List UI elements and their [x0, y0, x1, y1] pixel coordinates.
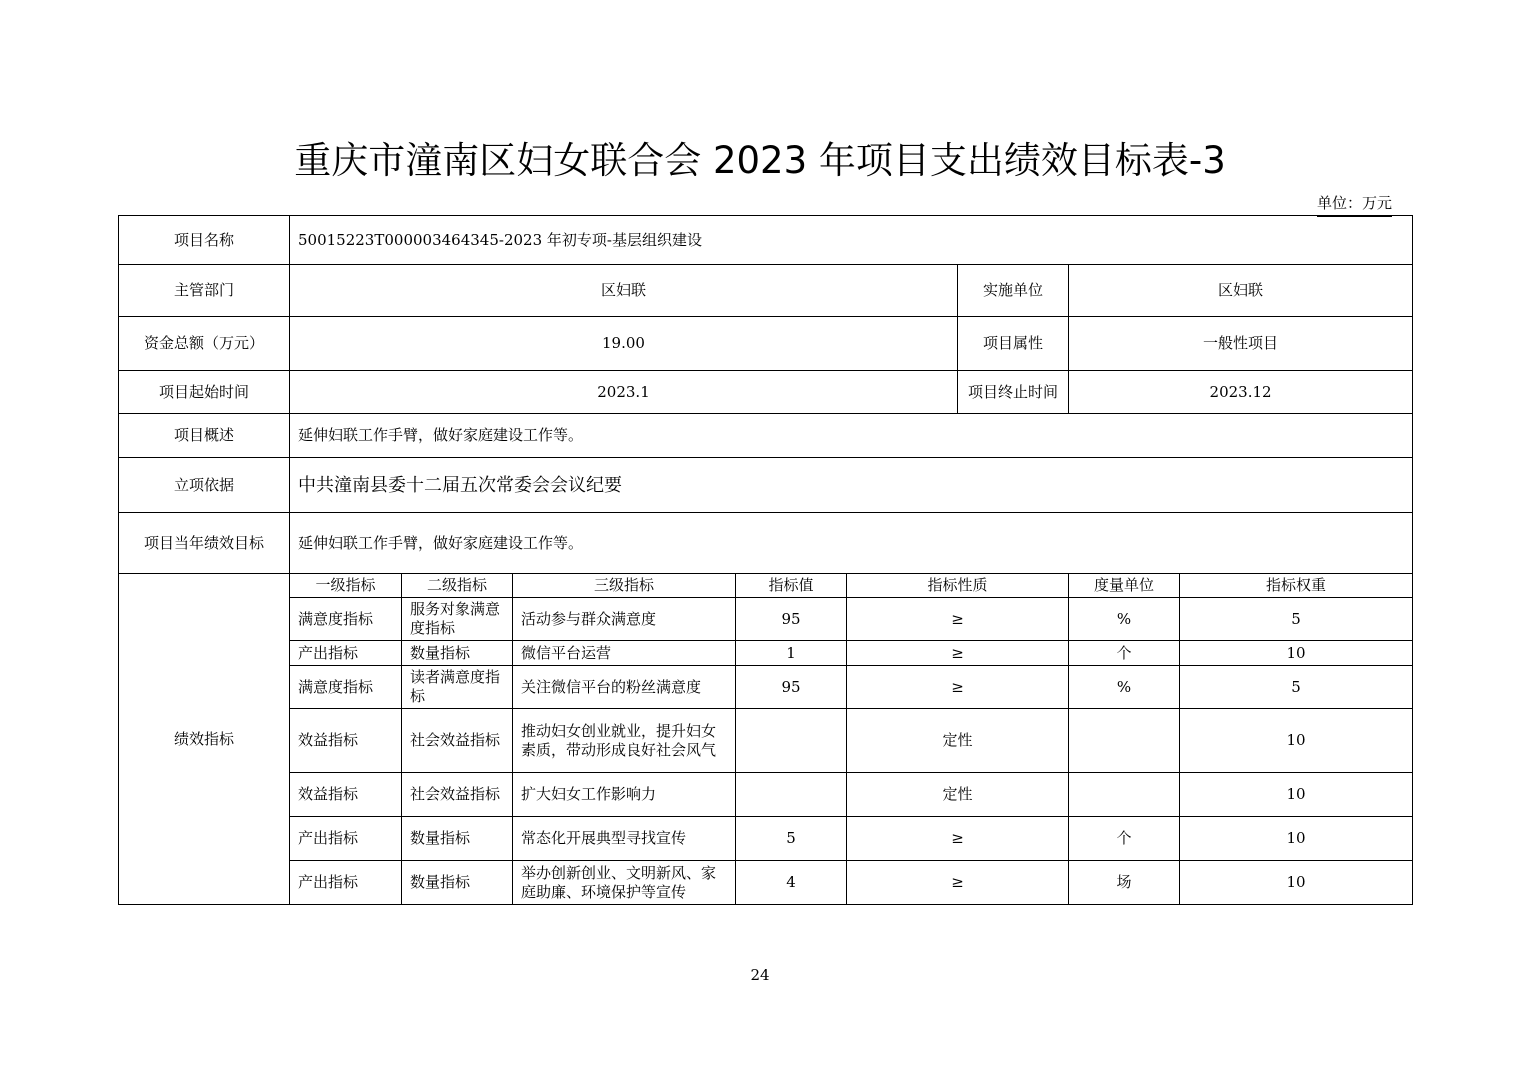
- cell-unit: [1069, 709, 1180, 773]
- cell-level1: 满意度指标: [290, 598, 402, 641]
- table-row: [119, 709, 1413, 773]
- unit-label: 单位：万元: [1317, 192, 1392, 217]
- cell-value: [736, 773, 847, 817]
- cell-level1: 满意度指标: [290, 666, 402, 709]
- cell-unit: 个: [1069, 817, 1180, 861]
- cell-level3: 常态化开展典型寻找宣传: [513, 817, 736, 861]
- cell-level1: 效益指标: [290, 709, 402, 773]
- cell-weight: 10: [1180, 709, 1413, 773]
- cell-unit: 场: [1069, 861, 1180, 905]
- label-project-name: 项目名称: [119, 216, 290, 265]
- page-title: 重庆市潼南区妇女联合会 2023 年项目支出绩效目标表-3: [294, 139, 1226, 182]
- cell-level1: 产出指标: [290, 641, 402, 666]
- header-level1: 一级指标: [290, 574, 402, 598]
- label-annual-goal: 项目当年绩效目标: [119, 513, 290, 574]
- cell-level1: 产出指标: [290, 861, 402, 905]
- value-total-funds: 19.00: [290, 317, 958, 371]
- cell-level2: 数量指标: [402, 861, 513, 905]
- cell-level2: 数量指标: [402, 641, 513, 666]
- label-indicators: 绩效指标: [119, 574, 290, 905]
- label-dept: 主管部门: [119, 265, 290, 317]
- value-annual-goal: 延伸妇联工作手臂，做好家庭建设工作等。: [290, 513, 1413, 574]
- label-total-funds: 资金总额（万元）: [119, 317, 290, 371]
- cell-level2: 社会效益指标: [402, 773, 513, 817]
- header-value: 指标值: [736, 574, 847, 598]
- value-dept: 区妇联: [290, 265, 958, 317]
- row-dept: [119, 265, 1413, 317]
- cell-value: 1: [736, 641, 847, 666]
- cell-level3: 关注微信平台的粉丝满意度: [513, 666, 736, 709]
- row-funds: [119, 317, 1413, 371]
- indicator-header-row: [119, 574, 1413, 598]
- cell-unit: %: [1069, 598, 1180, 641]
- cell-level3: 活动参与群众满意度: [513, 598, 736, 641]
- value-end-time: 2023.12: [1069, 371, 1413, 414]
- cell-value: [736, 709, 847, 773]
- value-project-attr: 一般性项目: [1069, 317, 1413, 371]
- cell-weight: 10: [1180, 861, 1413, 905]
- cell-level3: 微信平台运营: [513, 641, 736, 666]
- cell-weight: 5: [1180, 598, 1413, 641]
- table-row: [119, 641, 1413, 666]
- table-row: [119, 666, 1413, 709]
- cell-unit: 个: [1069, 641, 1180, 666]
- cell-value: 4: [736, 861, 847, 905]
- cell-nature: ≥: [847, 861, 1069, 905]
- cell-level1: 效益指标: [290, 773, 402, 817]
- header-nature: 指标性质: [847, 574, 1069, 598]
- cell-nature: ≥: [847, 598, 1069, 641]
- cell-level3: 举办创新创业、文明新风、家庭助廉、环境保护等宣传: [513, 861, 736, 905]
- value-overview: 延伸妇联工作手臂，做好家庭建设工作等。: [290, 414, 1413, 458]
- cell-level1: 产出指标: [290, 817, 402, 861]
- cell-weight: 10: [1180, 817, 1413, 861]
- cell-level3: 推动妇女创业就业，提升妇女素质，带动形成良好社会风气: [513, 709, 736, 773]
- row-annual-goal: [119, 513, 1413, 574]
- cell-level2: 服务对象满意度指标: [402, 598, 513, 641]
- value-project-name: 50015223T000003464345-2023 年初专项-基层组织建设: [290, 216, 1413, 265]
- table-row: [119, 861, 1413, 905]
- label-impl-unit: 实施单位: [958, 265, 1069, 317]
- row-project-name: [119, 216, 1413, 265]
- table-row: [119, 598, 1413, 641]
- header-level2: 二级指标: [402, 574, 513, 598]
- header-weight: 指标权重: [1180, 574, 1413, 598]
- cell-value: 95: [736, 598, 847, 641]
- table-row: [119, 817, 1413, 861]
- row-time: [119, 371, 1413, 414]
- label-project-attr: 项目属性: [958, 317, 1069, 371]
- cell-nature: 定性: [847, 773, 1069, 817]
- value-start-time: 2023.1: [290, 371, 958, 414]
- cell-level3: 扩大妇女工作影响力: [513, 773, 736, 817]
- label-overview: 项目概述: [119, 414, 290, 458]
- cell-nature: ≥: [847, 666, 1069, 709]
- value-impl-unit: 区妇联: [1069, 265, 1413, 317]
- cell-weight: 10: [1180, 773, 1413, 817]
- label-start-time: 项目起始时间: [119, 371, 290, 414]
- label-end-time: 项目终止时间: [958, 371, 1069, 414]
- cell-nature: ≥: [847, 817, 1069, 861]
- cell-value: 95: [736, 666, 847, 709]
- cell-level2: 社会效益指标: [402, 709, 513, 773]
- header-unit: 度量单位: [1069, 574, 1180, 598]
- cell-unit: [1069, 773, 1180, 817]
- cell-nature: 定性: [847, 709, 1069, 773]
- cell-weight: 5: [1180, 666, 1413, 709]
- header-level3: 三级指标: [513, 574, 736, 598]
- page-number: 24: [750, 966, 770, 984]
- table-row: [119, 773, 1413, 817]
- cell-value: 5: [736, 817, 847, 861]
- performance-table: [118, 215, 1413, 905]
- cell-nature: ≥: [847, 641, 1069, 666]
- row-basis: [119, 458, 1413, 513]
- cell-weight: 10: [1180, 641, 1413, 666]
- cell-level2: 读者满意度指标: [402, 666, 513, 709]
- value-basis: 中共潼南县委十二届五次常委会会议纪要: [290, 458, 1413, 513]
- cell-unit: %: [1069, 666, 1180, 709]
- row-overview: [119, 414, 1413, 458]
- cell-level2: 数量指标: [402, 817, 513, 861]
- label-basis: 立项依据: [119, 458, 290, 513]
